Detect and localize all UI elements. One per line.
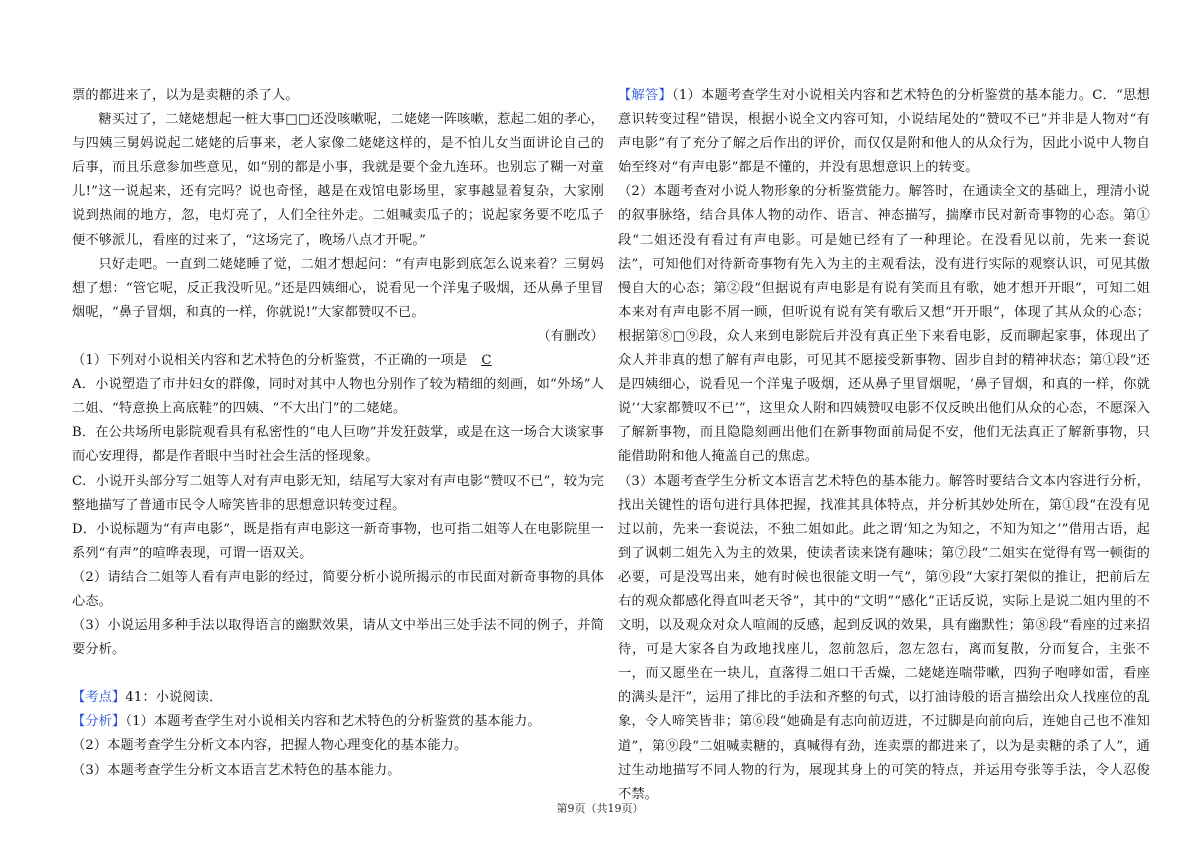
question-1: [72, 349, 604, 373]
abridged-note: （有删改）: [537, 328, 604, 344]
option-a: A．小说塑造了市井妇女的群像，同时对其中人物也分别作了较为精细的刻画，如“外场”人二姐、“特意换上高底鞋”的四姨、“不大出门”的二姥姥。: [72, 377, 604, 417]
kaodian: [72, 686, 604, 710]
option-b: B．在公共场所电影院观看具有私密性的“电人巨吻”并发狂鼓掌，或是在这一场合大谈家事而心安理得，都是作者眼中当时社会生活的怪现象。: [72, 425, 604, 465]
story-paragraph-1: 票的都进来了，以为是卖糖的杀了人。: [72, 88, 299, 103]
option-c: C．小说开头部分写二姐等人对有声电影无知，结尾写大家对有声电影“赞叹不已”，较为完整地描写了普通市民令人啼笑皆非的思想意识转变过程。: [72, 473, 604, 513]
left-column: [72, 84, 604, 783]
spacer: [72, 662, 604, 686]
jieda-2: （2）本题考查对小说人物形象的分析鉴赏能力。解答时，在通读全文的基础上，理清小说的叙事脉络，结合具体人物的动作、语言、神态描写，揣摩市民对新奇事物的心态。第①段“二姐还没有看过有声电影。可是她已经有了一种理论。在没看见以前，先来一套说法”，可知他们对待新奇事物有先入为主的主观看法，没有进行实际的观察认识，可见其傲慢自大的心态；第②段“但据说有声电影是有说有笑而且有歌，她才想开开眼”，可知二姐本来对有声电影不屑一顾，但听说有说有笑有歌后又想“开开眼”，体现了其从众的心态；根据第⑧□⑨段，众人来到电影院后并没有真正坐下来看电影，反而聊起家事，体现出了众人并非真的想了解有声电影，可见其不愿接受新事物、固步自封的精神状态；第①段“还是四姨细心，说看见一个洋鬼子吸烟，还从鼻子里冒烟呢，‘鼻子冒烟，和真的一样，你就说’‘大家都赞叹不已’”，这里众人附和四姨赞叹电影不仅反映出他们从众的心态，不愿深入了解新事物，而且隐隐刻画出他们在新事物面前局促不安，他们无法真正了解新事物，只能借助附和他人掩盖自己的焦虑。: [618, 184, 1150, 465]
page-footer: 第9页（共19页）: [556, 802, 644, 815]
fenxi: [72, 710, 604, 734]
question-1-text: （1）下列对小说相关内容和艺术特色的分析鉴赏，不正确的一项是: [72, 353, 468, 369]
option-d: D．小说标题为“有声电影”，既是指有声电影这一新奇事物，也可指二姐等人在电影院里一系列“有声”的喧哗表现，可谓一语双关。: [72, 521, 604, 561]
jieda-1-text: （1）本题考查学生对小说相关内容和艺术特色的分析鉴赏的基本能力。C．“思想意识转变过程”错误，根据小说全文内容可知，小说结尾处的“赞叹不已”并非是人物对“有声电影”有了充分了解之后作出的评价，而仅仅是附和他人的从众行为，因此小说中人物自始至终对“有声电影”都是不懂的，并没有思想意识上的转变。: [618, 88, 1150, 176]
kaodian-text: 41：小说阅读．: [125, 690, 223, 706]
jieda-tag: 【解答】: [618, 88, 672, 103]
jieda-1: [618, 84, 1150, 180]
kaodian-tag: 【考点】: [72, 690, 126, 706]
jieda-3: （3）本题考查学生分析文本语言艺术特色的基本能力。解答时要结合文本内容进行分析，找出关键性的语句进行具体把握，找准其具体特点，并分析其妙处所在，第①段“在没有见过以前，先来一套说法，不独二姐如此。此之谓‘知之为知之，不知为知之’”借用古语，起到了讽刺二姐先入为主的效果，使读者读来饶有趣味；第⑦段“二姐实在觉得有骂一顿街的必要，可是没骂出来，她有时候也很能文明一气”，第⑨段“大家打架似的推让，把前后左右的观众都感化得直叫老天爷”，其中的“文明”“感化”正话反说，实际上是说二姐内里的不文明，以及观众对众人喧闹的反感，起到反讽的效果，具有幽默性；第⑧段“看座的过来招待，可是大家各自为政地找座儿，忽前忽后，忽左忽右，离而复散，分而复合，主张不一，而又愿坐在一块儿，直落得二姐口干舌燥，二姥姥连喘带嗽，四狗子咆哮如雷，看座的满头是汗”，运用了排比的手法和齐整的句式，以打油诗般的语言描绘出众人找座位的乱象，令人啼笑皆非；第⑥段“她确是有志向前迈进，不过脚是向前向后，连她自己也不准知道”，第⑨段“二姐喊卖糖的，真喊得有劲，连卖票的都进来了，以为是卖糖的杀了人”，通过生动地描写不同人物的行为，展现其身上的可笑的特点，并运用夸张等手法，令人忍俊不禁。: [618, 473, 1150, 802]
fenxi-line-2: （2）本题考查学生分析文本内容，把握人物心理变化的基本能力。: [72, 738, 468, 754]
story-paragraph-3: 只好走吧。一直到二姥姥睡了觉，二姐才想起问：“有声电影到底怎么说来着？三舅妈想了想：“管它呢，反正我没听见。”还是四姨细心，说看见一个洋鬼子吸烟，还从鼻子里冒烟呢，“鼻子冒烟，和真的一样，你就说!”大家都赞叹不已。: [72, 256, 604, 320]
fenxi-line-3: （3）本题考查学生分析文本语言艺术特色的基本能力。: [72, 762, 401, 778]
right-column: [618, 84, 1150, 807]
story-paragraph-2: 糖买过了，二姥姥想起一桩大事□□还没咳嗽呢，二姥姥一阵咳嗽，惹起二姐的孝心，与四姨三舅妈说起二姥姥的后事来，老人家像二姥姥这样的，是不怕儿女当面讲论自己的后事，而且乐意参加些意见，如“别的都是小事，我就是要个金九连环。也别忘了糊一对童儿!”这一说起来，还有完吗？说也奇怪，越是在戏馆电影场里，家事越显着复杂，大家刚说到热闹的地方，忽，电灯亮了，人们全往外走。二姐喊卖瓜子的；说起家务要不吃瓜子便不够派儿，看座的过来了，“这场完了，晚场八点才开呢。”: [72, 112, 604, 248]
fenxi-tag: 【分析】: [72, 714, 126, 730]
fenxi-line-1: （1）本题考查学生对小说相关内容和艺术特色的分析鉴赏的基本能力。: [125, 714, 541, 730]
question-3: （3）小说运用多种手法以取得语言的幽默效果，请从文中举出三处手法不同的例子，并简要分析。: [72, 618, 604, 658]
question-2: （2）请结合二姐等人看有声电影的经过，简要分析小说所揭示的市民面对新奇事物的具体心态。: [72, 569, 604, 609]
question-1-answer: C: [481, 353, 492, 369]
